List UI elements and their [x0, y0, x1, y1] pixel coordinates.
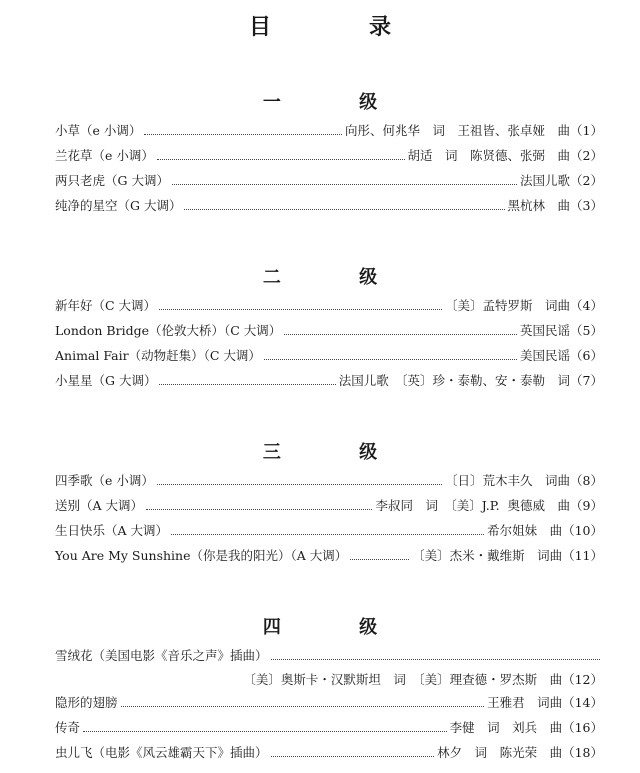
entry-name: 两只老虎（G 大调）	[55, 173, 169, 188]
entry-page: （11）	[562, 548, 603, 563]
level-title-4: 四 级	[262, 617, 414, 638]
entry-name: 虫儿飞（电影《风云雄霸天下》插曲）	[55, 745, 268, 760]
toc-entry[interactable]	[55, 718, 603, 738]
entry-name: 送别（A 大调）	[55, 498, 144, 513]
entry-credit: 法国儿歌	[520, 173, 571, 188]
entry-name: 生日快乐（A 大调）	[55, 523, 169, 538]
leader-dots	[271, 756, 435, 757]
entry-name: 四季歌（e 小调）	[55, 473, 154, 488]
entry-credit: 希尔姐妹 曲	[487, 523, 563, 538]
toc-entry[interactable]	[55, 121, 603, 141]
toc-entry[interactable]	[55, 346, 603, 366]
entry-name: 雪绒花（美国电影《音乐之声》插曲）	[55, 648, 268, 663]
entry-page: （18）	[562, 745, 603, 760]
leader-dots	[159, 384, 335, 385]
entry-page: （10）	[562, 523, 603, 538]
toc-entry[interactable]	[55, 743, 603, 763]
toc-entry[interactable]	[55, 321, 603, 341]
leader-dots	[184, 209, 504, 210]
leader-dots	[271, 659, 600, 660]
entry-name: 小草（e 小调）	[55, 123, 142, 138]
entry-page: （4）	[570, 298, 603, 313]
page-title: 目 录	[248, 15, 429, 40]
toc-entry[interactable]	[55, 693, 603, 713]
leader-dots	[144, 134, 342, 135]
entry-name: 隐形的翅膀	[55, 695, 118, 710]
leader-dots	[171, 534, 484, 535]
entry-name: 传奇	[55, 720, 81, 735]
toc-entry[interactable]	[55, 646, 603, 690]
leader-dots	[159, 309, 442, 310]
entry-credit: 〔日〕荒木丰久 词曲	[445, 473, 571, 488]
entry-name: 纯净的星空（G 大调）	[55, 198, 182, 213]
entry-name: 兰花草（e 小调）	[55, 148, 154, 163]
leader-dots	[146, 509, 372, 510]
entry-credit: 美国民谣	[520, 348, 571, 363]
toc-entry[interactable]	[55, 496, 603, 516]
leader-dots	[172, 184, 517, 185]
entry-credit: 胡适 词 陈贤德、张弼 曲	[407, 148, 571, 163]
entry-page: （2）	[570, 148, 603, 163]
entry-page: （3）	[570, 198, 603, 213]
toc-entry[interactable]	[55, 521, 603, 541]
entry-page: （14）	[562, 695, 603, 710]
entry-page: （5）	[570, 323, 603, 338]
entry-page: （1）	[570, 123, 603, 138]
toc-entry[interactable]	[55, 196, 603, 216]
leader-dots	[264, 359, 517, 360]
leader-dots	[284, 334, 517, 335]
entry-credit: 黑杭林 曲	[507, 198, 571, 213]
entry-credit: 李叔同 词 〔美〕J.P. 奥德威 曲	[375, 498, 571, 513]
entry-page: （9）	[570, 498, 603, 513]
entry-name: You Are My Sunshine（你是我的阳光）（A 大调）	[55, 548, 348, 563]
entry-credit: 向彤、何兆华 词 王祖皆、张卓娅 曲	[345, 123, 571, 138]
toc-entry[interactable]	[55, 546, 603, 566]
toc-entry[interactable]	[55, 296, 603, 316]
entry-credit: 王雅君 词曲	[487, 695, 563, 710]
leader-dots	[83, 731, 447, 732]
toc-entry[interactable]	[55, 146, 603, 166]
entry-name: London Bridge（伦敦大桥）（C 大调）	[55, 323, 282, 338]
leader-dots	[350, 559, 409, 560]
entry-name: 小星星（G 大调）	[55, 373, 157, 388]
entry-page: （8）	[570, 473, 603, 488]
entry-credit: 〔美〕孟特罗斯 词曲	[445, 298, 571, 313]
leader-dots	[157, 159, 405, 160]
entry-page: （7）	[570, 373, 603, 388]
toc-entry[interactable]	[55, 471, 603, 491]
leader-dots	[157, 484, 442, 485]
level-title-3: 三 级	[262, 442, 414, 463]
entry-credit: 法国儿歌 〔英〕珍・泰勒、安・泰勒 词	[338, 373, 571, 388]
entry-page: （6）	[570, 348, 603, 363]
entry-page: （2）	[570, 173, 603, 188]
level-title-2: 二 级	[262, 267, 414, 288]
level-title-1: 一 级	[262, 92, 414, 113]
entry-page: （12）	[562, 672, 603, 687]
entry-name: Animal Fair（动物赶集）（C 大调）	[55, 348, 261, 363]
entry-credit: 李健 词 刘兵 曲	[449, 720, 563, 735]
entry-credit: 〔美〕奥斯卡・汉默斯坦 词 〔美〕理查德・罗杰斯 曲	[243, 672, 563, 687]
leader-dots	[121, 706, 485, 707]
entry-name: 新年好（C 大调）	[55, 298, 157, 313]
entry-credit: 林夕 词 陈光荣 曲	[437, 745, 563, 760]
toc-entry[interactable]	[55, 371, 603, 391]
entry-credit: 〔美〕杰米・戴维斯 词曲	[412, 548, 563, 563]
toc-entry[interactable]	[55, 171, 603, 191]
entry-credit: 英国民谣	[520, 323, 571, 338]
entry-page: （16）	[562, 720, 603, 735]
